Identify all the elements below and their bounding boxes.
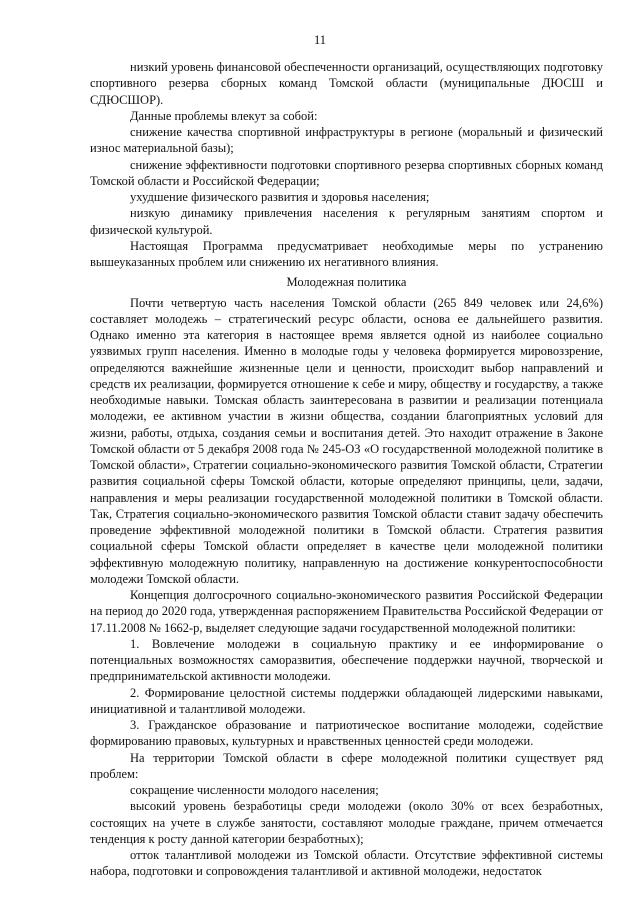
paragraph: снижение качества спортивной инфраструктуры в регионе (моральный и физический износ материальной базы); bbox=[90, 125, 603, 156]
paragraph: Данные проблемы влекут за собой: bbox=[130, 108, 318, 123]
paragraph: Концепция долгосрочного социально-экономического развития Российской Федерации на период до 2020 года, утвержденная распоряжением Правительства Российской Федерации от 17.11.2008 № 1662-р, выделяет следующие задачи государственной молодежной политики: bbox=[90, 588, 603, 635]
page-number: 11 bbox=[313, 33, 327, 47]
paragraph: На территории Томской области в сфере молодежной политики существует ряд проблем: bbox=[90, 750, 603, 781]
paragraph: низкий уровень финансовой обеспеченности организаций, осуществляющих подготовку спортивного резерва сборных команд Томской области (муниципальные ДЮСШ и СДЮСШОР). bbox=[90, 60, 603, 107]
paragraph: снижение эффективности подготовки спортивного резерва спортивных сборных команд Томской области и Российской Федерации; bbox=[90, 157, 603, 188]
paragraph: ухудшение физического развития и здоровья населения; bbox=[130, 190, 430, 204]
list-item: 3. Гражданское образование и патриотическое воспитание молодежи, содействие формированию правовых, культурных и нравственных ценностей среди молодежи. bbox=[90, 718, 603, 749]
paragraph: отток талантливой молодежи из Томской области. Отсутствие эффективной системы набора, подготовки и сопровождения талантливой и активной молодежи, недостаток bbox=[90, 848, 603, 879]
section-heading: Молодежная политика bbox=[286, 275, 407, 290]
list-item: 1. Вовлечение молодежи в социальную практику и ее информирование о потенциальных возможностях саморазвития, обеспечение поддержки научной, творческой и предпринимательской активности молодежи. bbox=[90, 636, 603, 684]
paragraph: Почти четвертую часть населения Томской области (265 849 человек или 24,6%) составляет молодежь – стратегический ресурс области, основа ее дальнейшего развития. Однако именно эта категория в настоящее время является одной из наиболее социально уязвимых групп населения. Именно в молодые годы у человека формируется мировоззрение, определяются важнейшие жизненные цели и ценности, происходит выбор направлений и средств их реализации, формируется отношение к себе и миру, обществу и государству, а также необходимые навыки. Томская область заинтересована в развитии и реализации потенциала молодежи, ее активном участии в жизни общества, создании благоприятных условий для жизни, работы, отдыха, создания семьи и воспитания детей. Это находит отражение в Законе Томской области от 5 декабря 2008 года № 245-ОЗ «О государственной молодежной политике в Томской области», Стратегии социально-экономического развития Томской области, Стратегии развития социальной сферы Томской области, которые определяют принципы, цели, задачи, направления и меры реализации государственной молодежной политики в Томской области. Так, Стратегия социально-экономического развития Томской области ставит задачу обеспечить проведение эффективной молодежной политики в Томской области. Стратегия развития социальной сферы Томской области определяет в качестве цели молодежной политики эффективную молодежную политику, направленную на достижение конкурентоспособности молодежи Томской области. bbox=[90, 295, 603, 586]
list-item: 2. Формирование целостной системы поддержки обладающей лидерскими навыками, инициативной и талантливой молодежи. bbox=[90, 685, 603, 716]
paragraph: сокращение численности молодого населения; bbox=[130, 783, 379, 797]
document-body bbox=[90, 59, 603, 880]
paragraph: низкую динамику привлечения населения к регулярным занятиям спортом и физической культурой. bbox=[90, 206, 603, 237]
paragraph: Настоящая Программа предусматривает необходимые меры по устранению вышеуказанных проблем или снижению их негативного влияния. bbox=[90, 238, 603, 269]
paragraph: высокий уровень безработицы среди молодежи (около 30% от всех безработных, состоящих на учете в службе занятости, составляют молодые граждане, причем отмечается тенденция к росту данной категории безработных); bbox=[90, 799, 603, 846]
